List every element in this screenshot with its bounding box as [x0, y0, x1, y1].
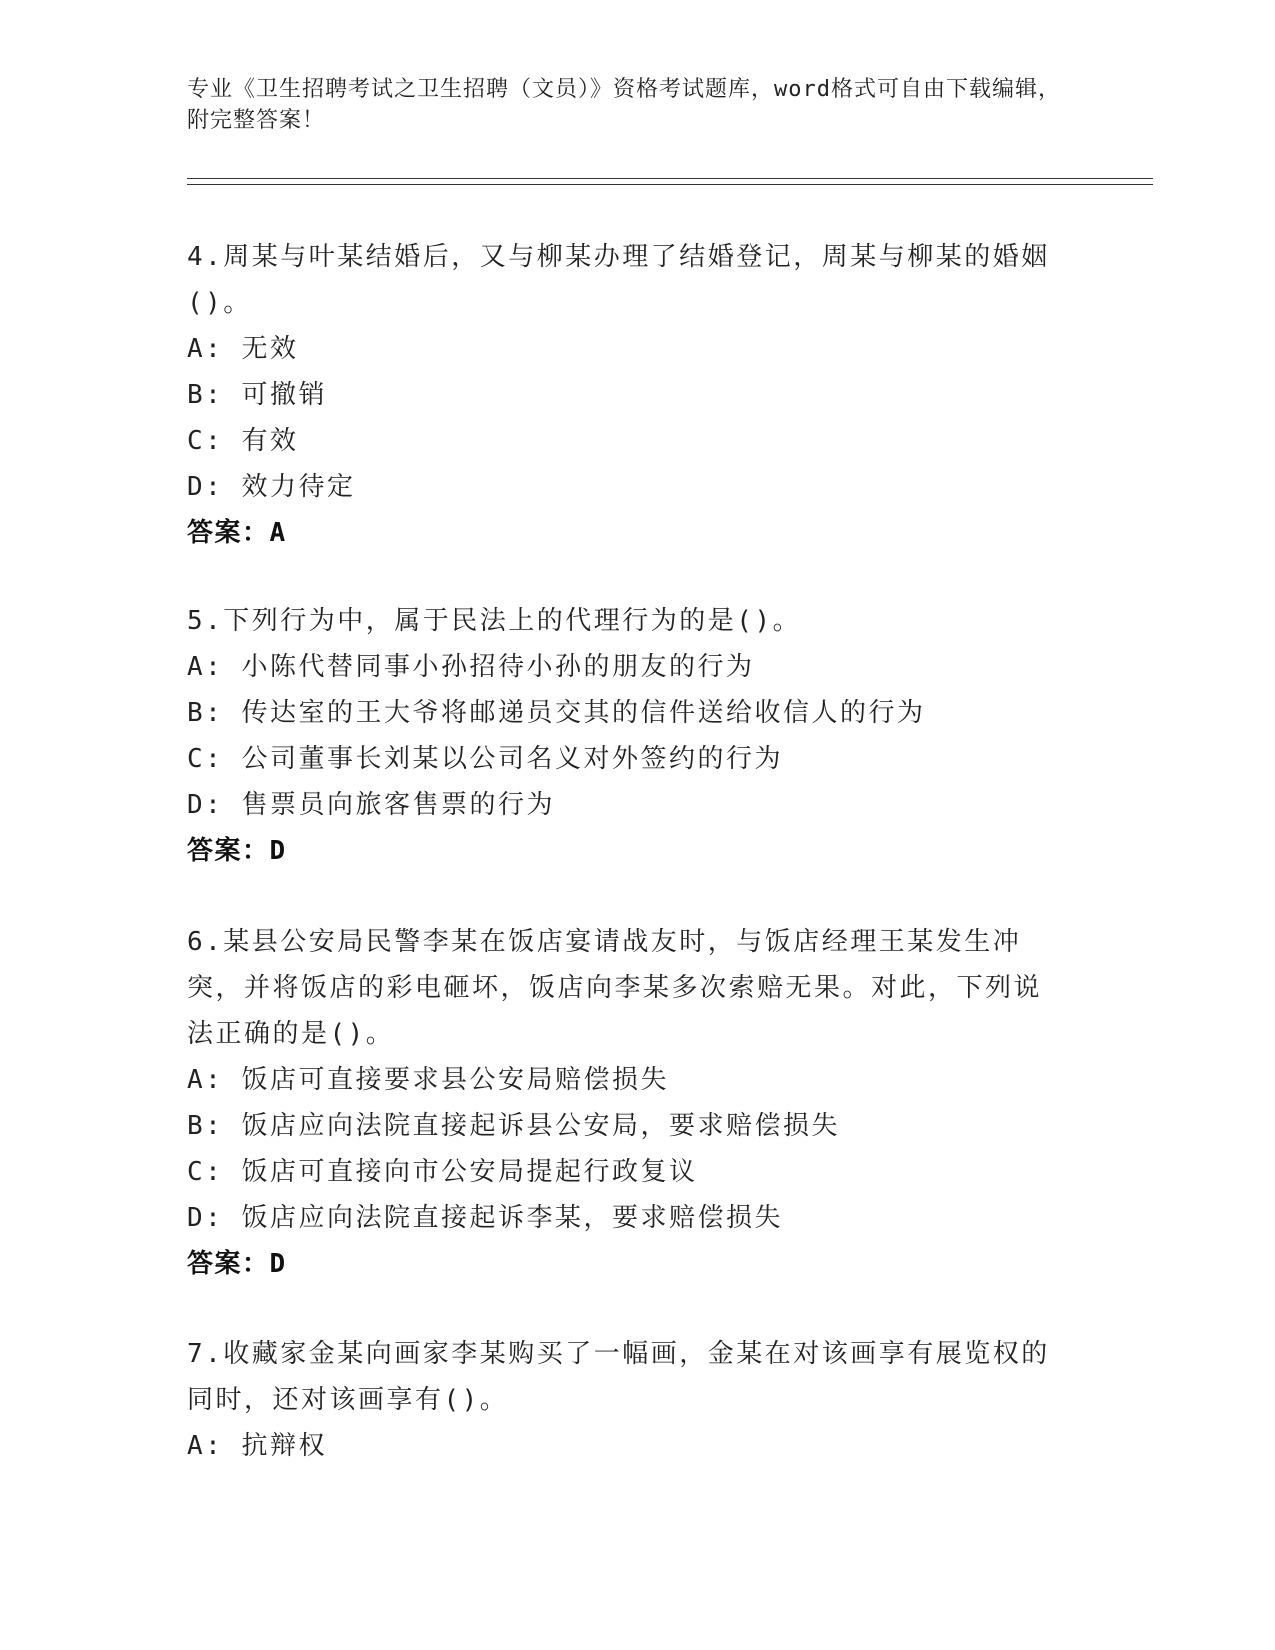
- option-d: D: 饭店应向法院直接起诉李某，要求赔偿损失: [187, 1203, 783, 1233]
- question-stem: 7.收藏家金某向画家李某购买了一幅画，金某在对该画享有展览权的同时，还对该画享有()。: [187, 1339, 1050, 1415]
- question-7: [187, 1331, 1067, 1469]
- question-6: [187, 919, 1067, 1287]
- option-a: A: 饭店可直接要求县公安局赔偿损失: [187, 1065, 669, 1095]
- document-intro: 专业《卫生招聘考试之卫生招聘（文员）》资格考试题库，word格式可自由下载编辑，附完整答案！: [187, 77, 1061, 133]
- option-b: B: 传达室的王大爷将邮递员交其的信件送给收信人的行为: [187, 698, 926, 728]
- option-a: A: 无效: [187, 334, 299, 364]
- option-c: C: 饭店可直接向市公安局提起行政复议: [187, 1157, 698, 1187]
- question-4: [187, 234, 1067, 556]
- option-c: C: 有效: [187, 426, 299, 456]
- question-stem: 4.周某与叶某结婚后，又与柳某办理了结婚登记，周某与柳某的婚姻()。: [187, 242, 1050, 318]
- option-b: B: 可撤销: [187, 380, 327, 410]
- option-d: D: 效力待定: [187, 472, 356, 502]
- option-a: A: 小陈代替同事小孙招待小孙的朋友的行为: [187, 652, 755, 682]
- header-divider: [187, 178, 1153, 185]
- option-b: B: 饭店应向法院直接起诉县公安局，要求赔偿损失: [187, 1111, 840, 1141]
- option-a: A: 抗辩权: [187, 1431, 327, 1461]
- question-5: [187, 598, 1067, 874]
- question-stem: 5.下列行为中，属于民法上的代理行为的是()。: [187, 606, 802, 636]
- answer: 答案：D: [187, 836, 287, 866]
- answer: 答案：A: [187, 518, 287, 548]
- answer: 答案：D: [187, 1249, 287, 1279]
- option-d: D: 售票员向旅客售票的行为: [187, 790, 555, 820]
- question-stem: 6.某县公安局民警李某在饭店宴请战友时，与饭店经理王某发生冲突，并将饭店的彩电砸坏，饭店向李某多次索赔无果。对此，下列说法正确的是()。: [187, 927, 1043, 1049]
- option-c: C: 公司董事长刘某以公司名义对外签约的行为: [187, 744, 783, 774]
